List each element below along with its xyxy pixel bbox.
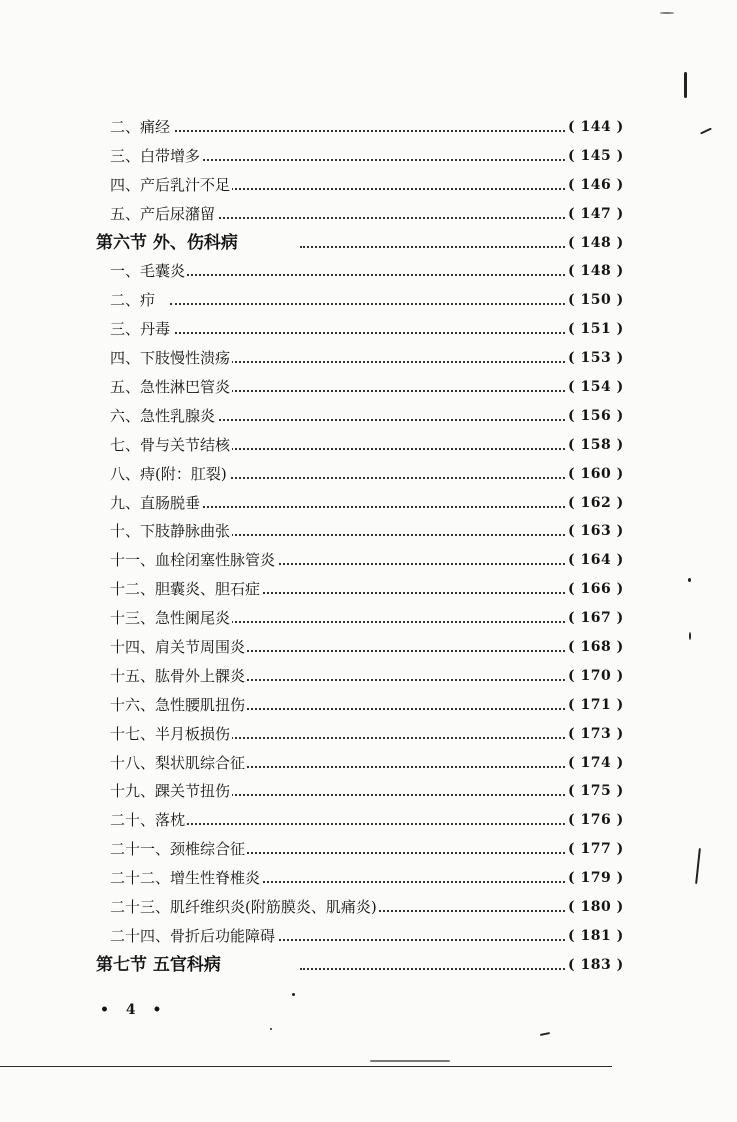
- toc-entry-title: 十六、急性腰肌扭伤: [110, 695, 246, 714]
- scan-speck: [370, 1060, 450, 1062]
- toc-entry-title: 二十一、颈椎综合征: [110, 840, 246, 859]
- toc-entry-title: 四、下肢慢性溃疡: [110, 349, 231, 368]
- toc-page-number: ( 170 ): [566, 665, 630, 687]
- toc-entry-title: 五、产后尿潴留: [110, 204, 216, 223]
- toc-page-number: ( 181 ): [566, 925, 630, 947]
- toc-page-number: ( 177 ): [566, 838, 630, 860]
- toc-page-number: ( 173 ): [566, 723, 630, 745]
- scan-speck: [270, 1028, 272, 1030]
- toc-entry-title: 七、骨与关节结核: [110, 435, 231, 454]
- toc-entry-title: 十一、血栓闭塞性脉管炎: [110, 551, 276, 570]
- toc-dot-leader: [170, 274, 565, 276]
- toc-page-number: ( 180 ): [566, 896, 630, 918]
- toc-dot-leader: [170, 419, 565, 421]
- toc-entry-row: [0, 605, 737, 634]
- toc-page-number: ( 167 ): [566, 607, 630, 629]
- toc-page-number: ( 171 ): [566, 694, 630, 716]
- toc-entry-title: 八、痔(附：肛裂): [110, 464, 227, 483]
- toc-entry-title: 四、产后乳汁不足: [110, 175, 231, 194]
- scan-speck: [292, 993, 295, 996]
- toc-entry-title: 二、痛经: [110, 118, 171, 136]
- toc-page-number: ( 148 ): [566, 260, 630, 282]
- toc-entry-title: 第七节 五官科病: [96, 954, 221, 975]
- toc-dot-leader: [170, 332, 565, 334]
- toc-page-number: ( 145 ): [566, 145, 630, 167]
- toc-dot-leader: [170, 217, 565, 219]
- toc-page-number: ( 150 ): [566, 289, 630, 311]
- toc-page-number: ( 144 ): [566, 116, 630, 138]
- toc-entry-title: 五、急性淋巴管炎: [110, 378, 231, 397]
- toc-entry-row: [0, 374, 737, 403]
- toc-page-number: ( 153 ): [566, 347, 630, 369]
- page-number: • 4 •: [100, 1002, 168, 1018]
- toc-page-number: ( 162 ): [566, 492, 630, 514]
- toc-dot-leader: [170, 159, 565, 161]
- toc-section-row: [0, 230, 737, 259]
- toc-entry-title: 十四、肩关节周围炎: [110, 638, 246, 657]
- toc-entry-row: [0, 403, 737, 432]
- toc-entry-row: [0, 461, 737, 490]
- toc-entry-row: [0, 258, 737, 287]
- toc-entry-row: [0, 634, 737, 663]
- toc-entry-title: 三、白带增多: [110, 146, 201, 165]
- toc-entry-title: 九、直肠脱垂: [110, 493, 201, 512]
- toc-entry-title: 二、疖: [110, 291, 156, 310]
- toc-dot-leader: [170, 303, 565, 305]
- toc-page-number: ( 168 ): [566, 636, 630, 658]
- toc-page-number: ( 160 ): [566, 463, 630, 485]
- toc-entry-row: [0, 490, 737, 519]
- scan-speck: [684, 72, 687, 98]
- toc-dot-leader: [300, 246, 565, 248]
- toc-entry-row: [0, 836, 737, 865]
- toc-entry-row: [0, 778, 737, 807]
- scan-speck: [660, 12, 674, 14]
- toc-page-number: ( 176 ): [566, 809, 630, 831]
- toc-entry-title: 六、急性乳腺炎: [110, 406, 216, 425]
- toc-entry-row: [0, 865, 737, 894]
- toc-page-number: ( 163 ): [566, 520, 630, 542]
- toc-entry-title: 一、毛囊炎: [110, 262, 186, 281]
- toc-page-number: ( 175 ): [566, 780, 630, 802]
- table-of-contents: [0, 114, 737, 981]
- toc-page-number: ( 146 ): [566, 174, 630, 196]
- toc-dot-leader: [170, 477, 565, 479]
- toc-entry-row: [0, 345, 737, 374]
- toc-page-number: ( 164 ): [566, 549, 630, 571]
- toc-page-number: ( 179 ): [566, 867, 630, 889]
- toc-page-number: ( 156 ): [566, 405, 630, 427]
- toc-entry-row: [0, 518, 737, 547]
- toc-page-number: ( 148 ): [566, 232, 630, 254]
- toc-entry-row: [0, 432, 737, 461]
- toc-dot-leader: [170, 130, 565, 132]
- toc-entry-title: 十、下肢静脉曲张: [110, 522, 231, 541]
- toc-entry-row: [0, 750, 737, 779]
- toc-dot-leader: [170, 823, 565, 825]
- toc-entry-title: 第六节 外、伤科病: [96, 232, 238, 253]
- toc-entry-title: 十二、胆囊炎、胆石症: [110, 580, 261, 599]
- toc-entry-title: 二十、落枕: [110, 811, 186, 830]
- toc-page-number: ( 166 ): [566, 578, 630, 600]
- toc-entry-title: 十九、踝关节扭伤: [110, 782, 231, 801]
- toc-entry-row: [0, 287, 737, 316]
- toc-entry-row: [0, 894, 737, 923]
- toc-entry-row: [0, 923, 737, 952]
- toc-entry-title: 二十四、骨折后功能障碍: [110, 926, 276, 945]
- toc-entry-title: 十三、急性阑尾炎: [110, 609, 231, 628]
- toc-page-number: ( 147 ): [566, 203, 630, 225]
- toc-entry-title: 二十二、增生性脊椎炎: [110, 869, 261, 888]
- toc-entry-row: [0, 721, 737, 750]
- toc-entry-row: [0, 807, 737, 836]
- toc-entry-row: [0, 547, 737, 576]
- toc-entry-title: 十五、肱骨外上髁炎: [110, 666, 246, 685]
- toc-section-row: [0, 952, 737, 981]
- toc-entry-row: [0, 201, 737, 230]
- toc-page-number: ( 151 ): [566, 318, 630, 340]
- footer-rule: [0, 1066, 612, 1067]
- toc-entry-title: 三、丹毒: [110, 320, 171, 339]
- toc-page-number: ( 154 ): [566, 376, 630, 398]
- scan-speck: [540, 1032, 550, 1036]
- toc-entry-row: [0, 316, 737, 345]
- toc-page-number: ( 174 ): [566, 752, 630, 774]
- toc-dot-leader: [300, 968, 565, 970]
- toc-entry-row: [0, 663, 737, 692]
- toc-entry-row: [0, 172, 737, 201]
- scan-speck: [688, 578, 691, 582]
- toc-entry-title: 二十三、肌纤维织炎(附筋膜炎、肌痛炎): [110, 898, 377, 917]
- toc-page-number: ( 158 ): [566, 434, 630, 456]
- toc-entry-row: [0, 576, 737, 605]
- toc-entry-row: [0, 692, 737, 721]
- toc-entry-row: [0, 143, 737, 172]
- toc-dot-leader: [170, 506, 565, 508]
- toc-entry-title: 十七、半月板损伤: [110, 724, 231, 743]
- toc-entry-title: 十八、梨状肌综合征: [110, 753, 246, 772]
- scan-speck: [689, 632, 691, 640]
- toc-page-number: ( 183 ): [566, 954, 630, 976]
- toc-entry-row: [0, 114, 737, 143]
